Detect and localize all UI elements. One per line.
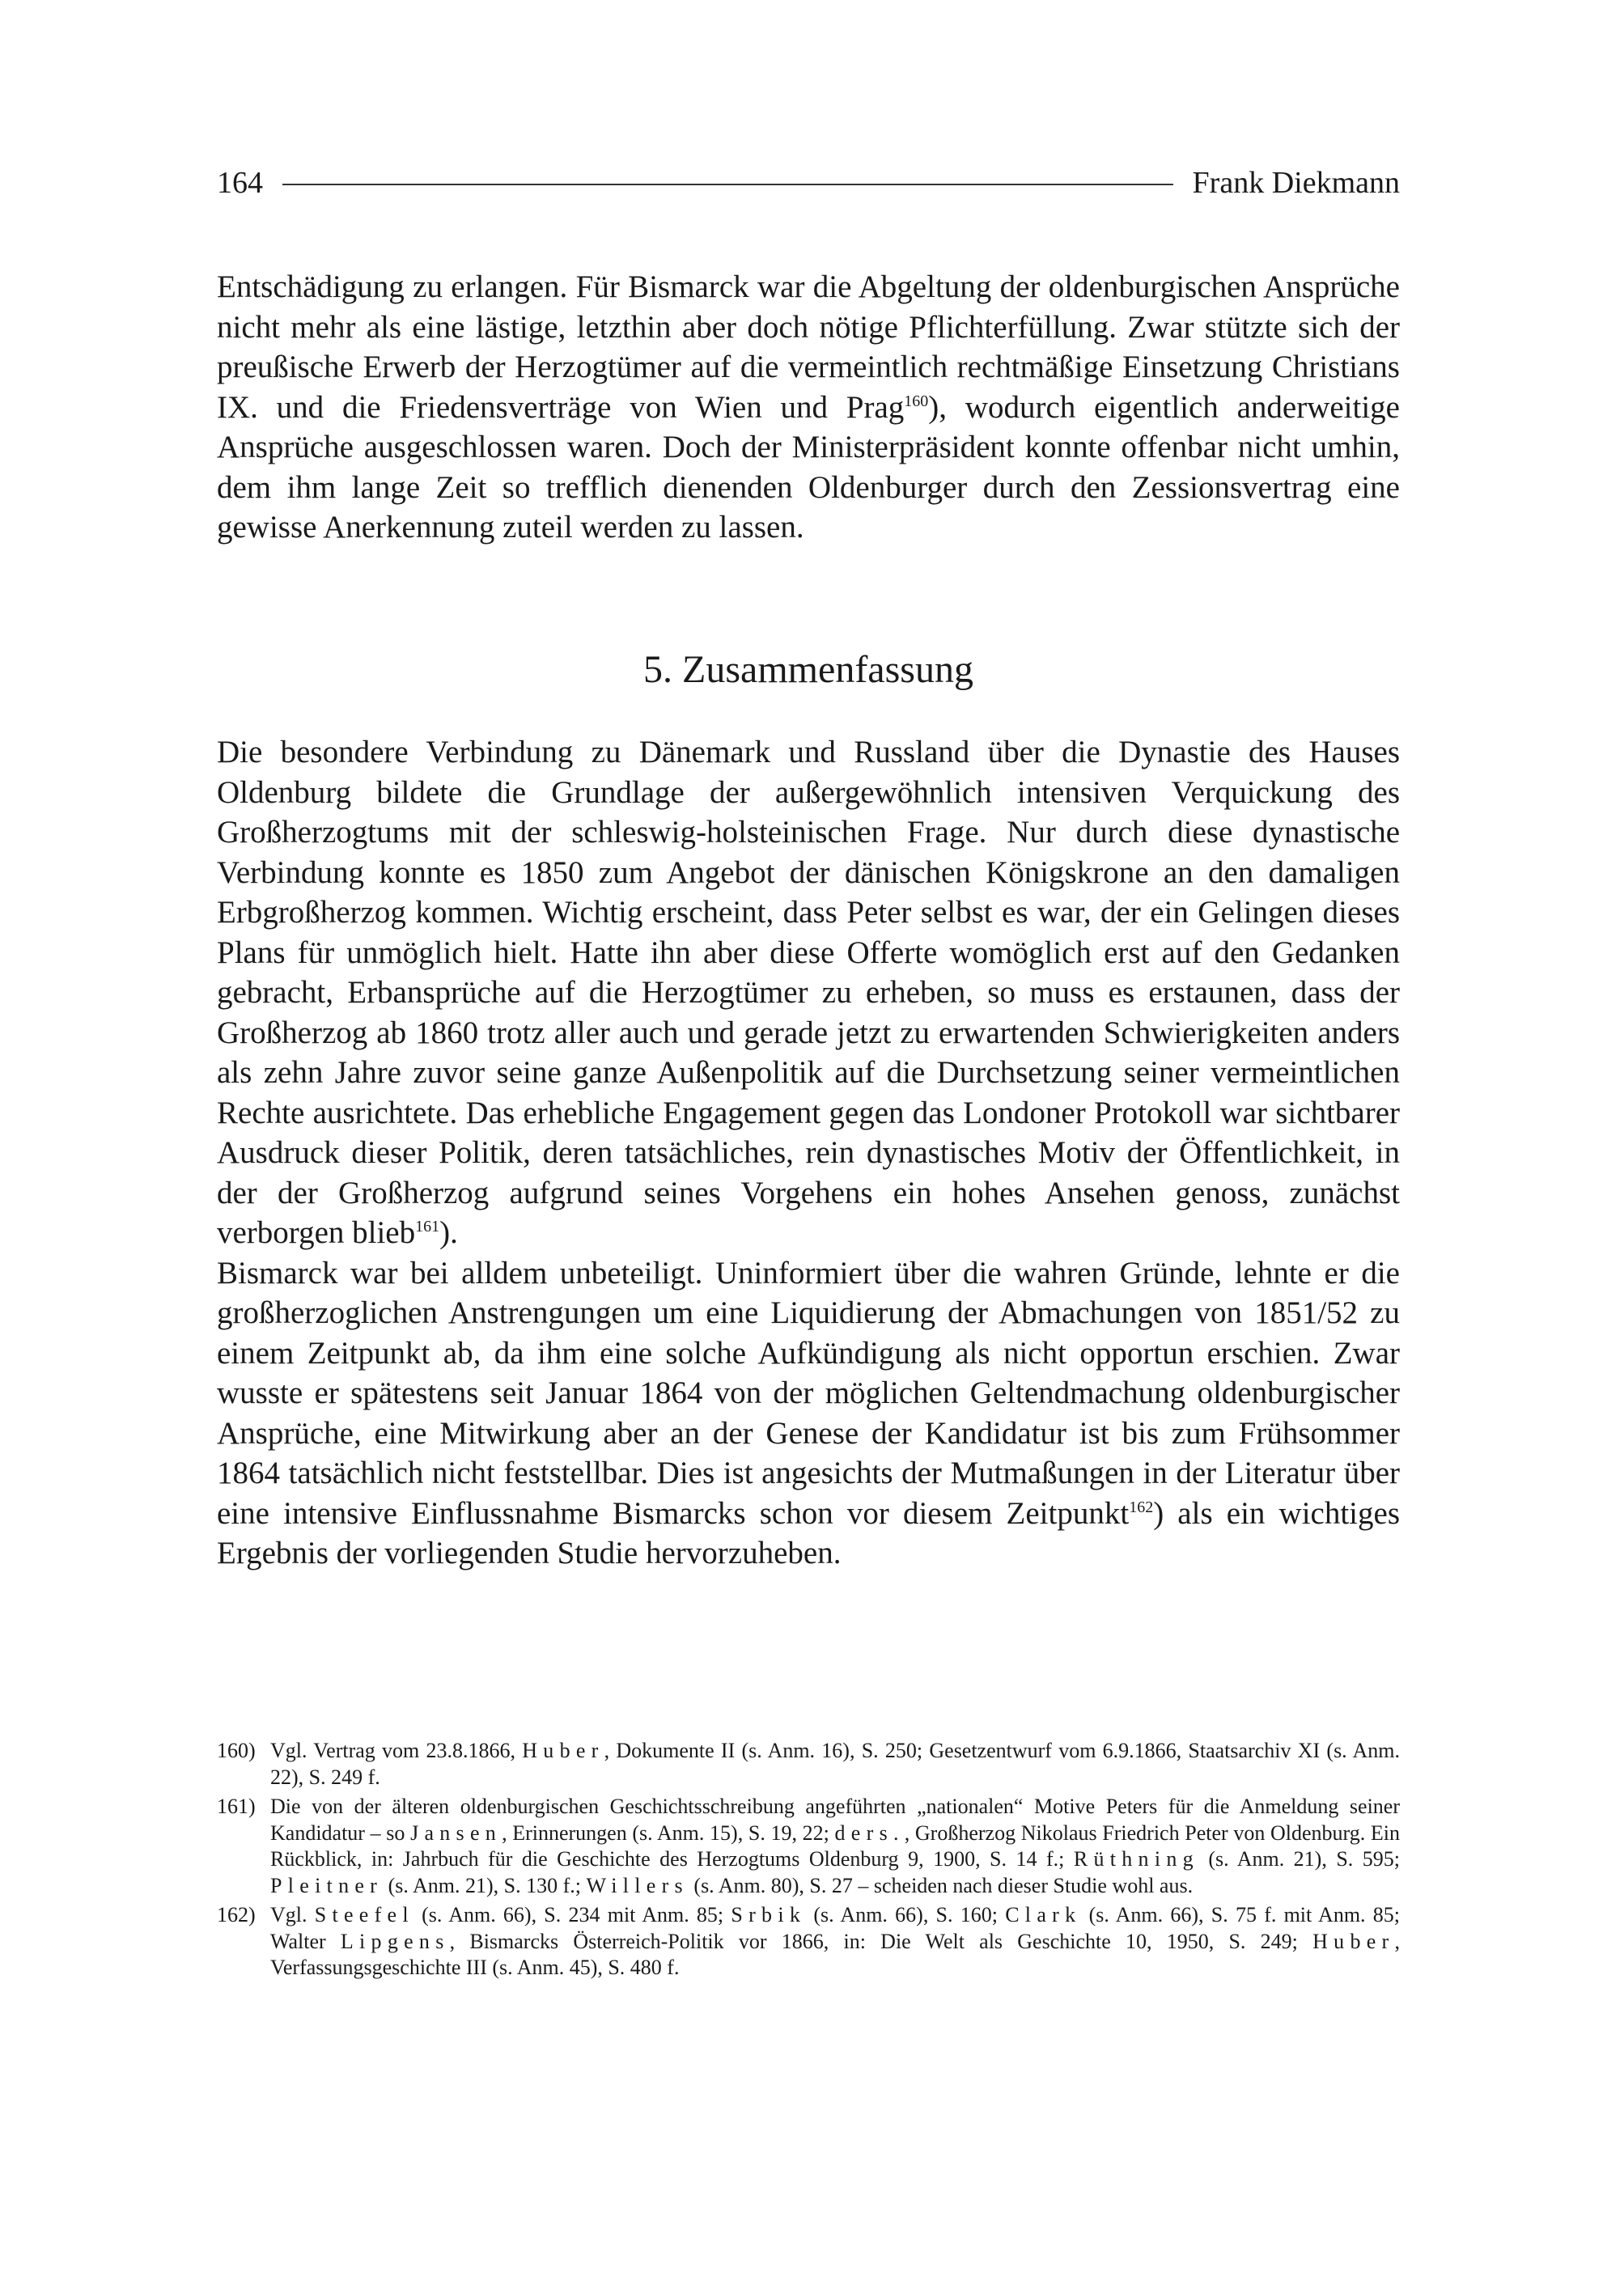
footnote-160 bbox=[217, 1738, 1400, 1791]
text-span: ), wodurch eigentlich anderweitige Ansprüche ausgeschlossen waren. Doch der Ministerpräsident konnte offenbar nicht umhin, dem ihm lange Zeit so trefflich dienenden Oldenburger durch den Zessionsvertrag eine gewisse Anerkennung zuteil werden zu lassen. bbox=[217, 389, 1400, 545]
running-head bbox=[217, 159, 1400, 207]
author-name: Huber bbox=[522, 1739, 604, 1762]
author-name: Pleitner bbox=[270, 1873, 384, 1897]
footnote-161 bbox=[217, 1794, 1400, 1899]
footnote-ref-161[interactable]: 161 bbox=[415, 1218, 440, 1236]
author-name: Lipgens bbox=[340, 1929, 450, 1953]
footnote-ref-160[interactable]: 160 bbox=[904, 392, 929, 410]
text-span: ) als ein wichtiges Ergebnis der vorliegenden Studie hervorzuheben. bbox=[217, 1495, 1400, 1570]
author-name: Rüthning bbox=[1073, 1847, 1199, 1871]
footnote-text: Die von der älteren oldenburgischen Geschichtsschreibung angeführten „nationalen“ Motive Peters für die Anmeldung seiner Kandidatur – so Jansen, Erinnerungen (s. Anm. 15), S. 19, 22; ders., Großherzog Nikolaus Friedrich Peter von Oldenburg. Ein Rückblick, in: Jahrbuch für die Geschichte des Herzogtums Oldenburg 9, 1900, S. 14 f.; Rüthning (s. Anm. 21), S. 595; Pleitner (s. Anm. 21), S. 130 f.; Willers (s. Anm. 80), S. 27 – scheiden nach dieser Studie wohl aus. bbox=[270, 1795, 1400, 1897]
footnote-text: Vgl. Vertrag vom 23.8.1866, Huber, Dokumente II (s. Anm. 16), S. 250; Gesetzentwurf vom 6.9.1866, Staatsarchiv XI (s. Anm. 22), S. 249 f. bbox=[270, 1739, 1400, 1789]
author-name: Willers bbox=[586, 1873, 689, 1897]
summary-section bbox=[217, 732, 1400, 1574]
author-name: Steefel bbox=[314, 1903, 414, 1926]
page-number: 164 bbox=[217, 166, 263, 200]
author-name: ders. bbox=[834, 1820, 905, 1845]
footnotes bbox=[217, 1738, 1400, 1985]
intro-paragraph bbox=[217, 267, 1400, 548]
text-span: Bismarck war bei alldem unbeteiligt. Uninformiert über die wahren Gründe, lehnte er die großherzoglichen Anstrengungen um eine Liquidierung der Abmachungen von 1851/52 zu einem Zeitpunkt ab, da ihm eine solche Aufkündigung als nicht opportun erschien. Zwar wusste er spätestens seit Januar 1864 von der möglichen Geltendmachung oldenburgischer Ansprüche, eine Mitwirkung aber an der Genese der Kandidatur ist bis zum Frühsommer 1864 tatsächlich nicht feststellbar. Dies ist angesichts der Mutmaßungen in der Literatur über eine intensive Einflussnahme Bismarcks schon vor diesem Zeitpunkt bbox=[217, 1255, 1400, 1531]
text-span: Die besondere Verbindung zu Dänemark und Russland über die Dynastie des Hauses Oldenburg bildete die Grundlage der außergewöhnlich intensiven Verquickung des Großherzogtums mit der schleswig-holsteinischen Frage. Nur durch diese dynastische Verbindung konnte es 1850 zum Angebot der dänischen Königskrone an den damaligen Erbgroßherzog kommen. Wichtig erscheint, dass Peter selbst es war, der ein Gelingen dieses Plans für unmöglich hielt. Hatte ihn aber diese Offerte womöglich erst auf den Gedanken gebracht, Erbansprüche auf die Herzogtümer zu erheben, so muss es erstaunen, dass der Großherzog ab 1860 trotz aller auch und gerade jetzt zu erwartenden Schwierigkeiten anders als zehn Jahre zuvor seine ganze Außenpolitik auf die Durchsetzung seiner vermeintlichen Rechte ausrichtete. Das erhebliche Engagement gegen das Londoner Protokoll war sichtbarer Ausdruck dieser Politik, deren tatsächliches, rein dynastisches Motiv der Öffentlichkeit, in der der Großherzog aufgrund seines Vorgehens ein hohes Ansehen genoss, zunächst verborgen blieb bbox=[217, 735, 1400, 1250]
header-rule bbox=[282, 184, 1173, 185]
author-name: Jansen bbox=[410, 1820, 502, 1845]
author-name: Huber bbox=[1312, 1929, 1395, 1953]
footnote-ref-162[interactable]: 162 bbox=[1129, 1498, 1154, 1516]
paragraph bbox=[217, 1253, 1400, 1574]
running-head-author: Frank Diekmann bbox=[1192, 166, 1400, 200]
text-span: ). bbox=[439, 1215, 458, 1250]
footnote-number: 161) bbox=[217, 1795, 256, 1818]
footnote-number: 160) bbox=[217, 1739, 256, 1762]
text-span: Entschädigung zu erlangen. Für Bismarck war die Abgeltung der oldenburgischen Ansprüche nicht mehr als eine lästige, letzthin aber doch nötige Pflichterfüllung. Zwar stützte sich der preußische Erwerb der Herzogtümer auf die vermeintlich rechtmäßige Einsetzung Christians IX. und die Friedensverträge von Wien und Prag bbox=[217, 269, 1400, 425]
author-name: Clark bbox=[1005, 1903, 1082, 1926]
section-heading: 5. Zusammenfassung bbox=[643, 648, 973, 691]
author-name: Srbik bbox=[731, 1903, 807, 1926]
paragraph bbox=[217, 732, 1400, 1253]
footnote-text: Vgl. Steefel (s. Anm. 66), S. 234 mit Anm. 85; Srbik (s. Anm. 66), S. 160; Clark (s. Anm. 66), S. 75 f. mit Anm. 85; Walter Lipgens, Bismarcks Österreich-Politik vor 1866, in: Die Welt als Geschichte 10, 1950, S. 249; Huber, Verfassungsgeschichte III (s. Anm. 45), S. 480 f. bbox=[270, 1903, 1401, 1979]
footnote-number: 162) bbox=[217, 1903, 256, 1926]
footnote-162 bbox=[217, 1902, 1400, 1981]
paragraph bbox=[217, 267, 1400, 548]
